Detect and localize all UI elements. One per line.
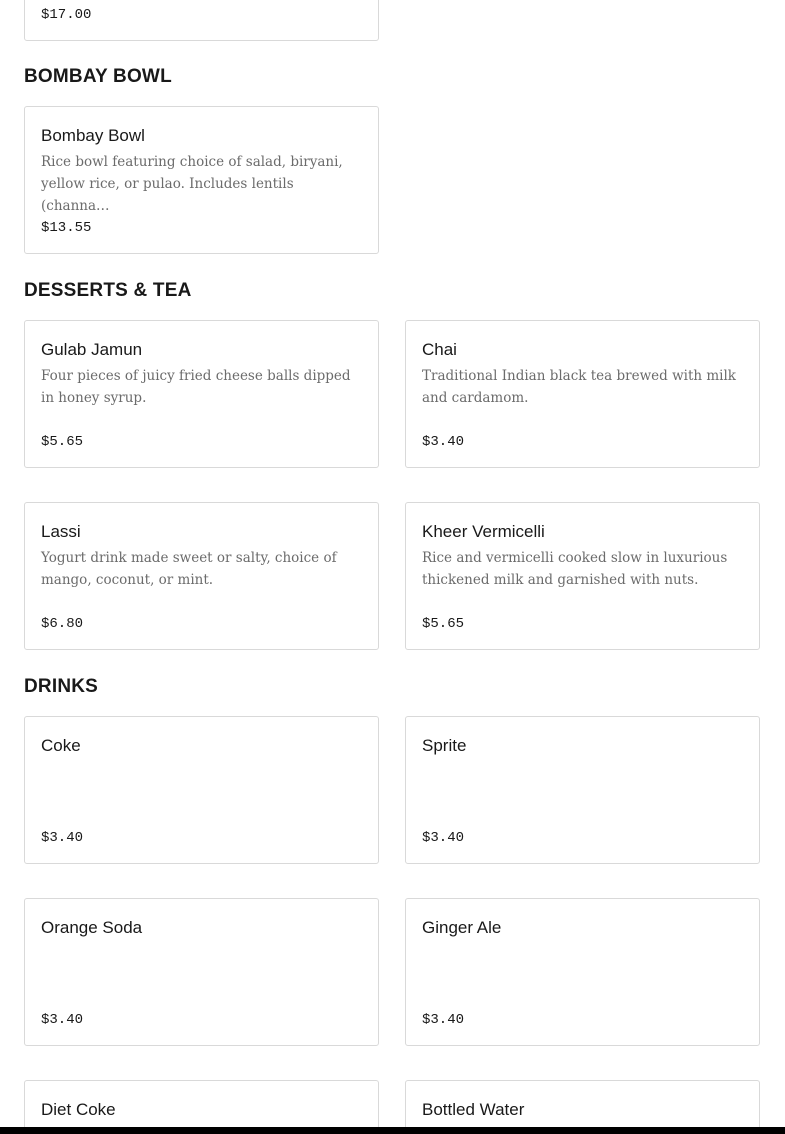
section-title-drinks: DRINKS (24, 676, 99, 697)
item-name: Ginger Ale (422, 918, 502, 937)
menu-item-card-diet-coke[interactable] (24, 1080, 379, 1134)
section-title-bombay-bowl: BOMBAY BOWL (24, 66, 172, 87)
item-name: Kheer Vermicelli (422, 522, 545, 541)
item-price: $3.40 (41, 1012, 84, 1028)
item-name: Sprite (422, 736, 467, 755)
menu-item-card[interactable] (24, 0, 379, 41)
menu-item-card-sprite[interactable] (405, 716, 760, 864)
item-name: Orange Soda (41, 918, 143, 937)
menu-item-card-orange-soda[interactable] (24, 898, 379, 1046)
item-price: $3.40 (41, 830, 84, 846)
item-description: Rice bowl featuring choice of salad, biryani, yellow rice, or pulao. Includes lentils (channa… (41, 154, 343, 214)
item-price: $5.65 (41, 434, 84, 450)
menu-item-card-kheer-vermicelli[interactable] (405, 502, 760, 650)
menu-item-card-bombay-bowl[interactable] (24, 106, 379, 254)
item-description: Traditional Indian black tea brewed with milk and cardamom. (422, 368, 736, 406)
item-name: Chai (422, 340, 457, 359)
item-description: Four pieces of juicy fried cheese balls dipped in honey syrup. (41, 368, 351, 406)
menu-item-card-bottled-water[interactable] (405, 1080, 760, 1134)
item-price: $5.65 (422, 616, 465, 632)
menu-item-card-gulab-jamun[interactable] (24, 320, 379, 468)
item-name: Lassi (41, 522, 81, 541)
section-title-desserts-tea: DESSERTS & TEA (24, 280, 192, 301)
bottom-bar (0, 1127, 785, 1134)
menu-item-card-coke[interactable] (24, 716, 379, 864)
item-name: Diet Coke (41, 1100, 116, 1119)
item-price: $3.40 (422, 434, 465, 450)
item-name: Coke (41, 736, 81, 755)
item-price: $3.40 (422, 830, 465, 846)
menu-item-card-ginger-ale[interactable] (405, 898, 760, 1046)
item-name: Gulab Jamun (41, 340, 143, 359)
item-price: $6.80 (41, 616, 84, 632)
item-price: $3.40 (422, 1012, 465, 1028)
item-name: Bombay Bowl (41, 126, 145, 145)
item-price: $13.55 (41, 220, 92, 236)
item-name: Bottled Water (422, 1100, 525, 1119)
menu-item-card-lassi[interactable] (24, 502, 379, 650)
menu-item-card-chai[interactable] (405, 320, 760, 468)
item-description: Yogurt drink made sweet or salty, choice of mango, coconut, or mint. (41, 550, 337, 588)
item-price: $17.00 (41, 7, 92, 23)
item-description: Rice and vermicelli cooked slow in luxurious thickened milk and garnished with nuts. (422, 550, 728, 588)
